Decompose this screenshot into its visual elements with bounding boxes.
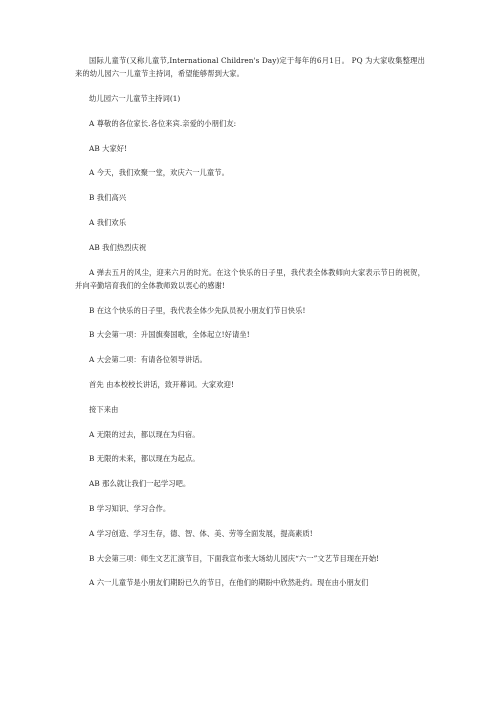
section-heading: 幼儿园六一儿童节主持词(1) (89, 94, 181, 103)
script-line: A 大会第二项：有请各位领导讲话。 (89, 355, 207, 365)
script-line: A 今天，我们欢聚一堂，欢庆六一儿童节。 (89, 168, 229, 178)
script-line: AB 那么就让我们一起学习吧。 (89, 479, 191, 489)
script-line: AB 大家好! (89, 143, 128, 153)
script-line: B 大会第一项：升国旗奏国歌，全体起立!好请坐! (89, 330, 250, 340)
script-line: B 在这个快乐的日子里，我代表全体少先队员祝小朋友们节日快乐! (89, 305, 306, 315)
script-line: A 学习创造、学习生存，德、智、体、美、劳等全面发展，提高素质! (89, 528, 313, 538)
script-line: B 我们高兴 (89, 193, 127, 203)
script-line: B 无限的未来，都以现在为起点。 (89, 454, 200, 464)
script-line: B 大会第三项：师生文艺汇演节目，下面我宣布张大场幼儿园庆“六一”文艺节目现在开始! (89, 553, 380, 563)
script-line: 接下来由 (89, 404, 119, 414)
script-line: A 我们欢乐 (89, 217, 127, 227)
script-line: B 学习知识、学习合作。 (89, 503, 171, 513)
script-line: A 弹去五月的风尘，迎来六月的时光。在这个快乐的日子里，我代表全体教师向大家表示节日的祝贺，并向辛勤培育我们的全体教师致以衷心的感谢! (75, 267, 425, 290)
script-line: A 尊敬的各位家长.各位来宾.亲爱的小朋们友: (89, 118, 237, 128)
script-line: 首先 由本校校长讲话，致开幕词。大家欢迎! (89, 379, 234, 389)
script-line: A 六一儿童节是小朋友们期盼已久的节日，在他们的期盼中欣然赴约。现在由小朋友们 (89, 578, 369, 588)
document-page (75, 54, 425, 590)
script-line: A 无限的过去，都以现在为归宿。 (89, 429, 200, 439)
intro-paragraph: 国际儿童节(又称儿童节,International Children's Day)定于每年的6月1日。 PQ 为大家收集整理出来的幼儿园六一儿童节主持词，希望能够帮到大家。 (75, 56, 425, 79)
script-line: AB 我们热烈庆祝 (89, 242, 147, 252)
